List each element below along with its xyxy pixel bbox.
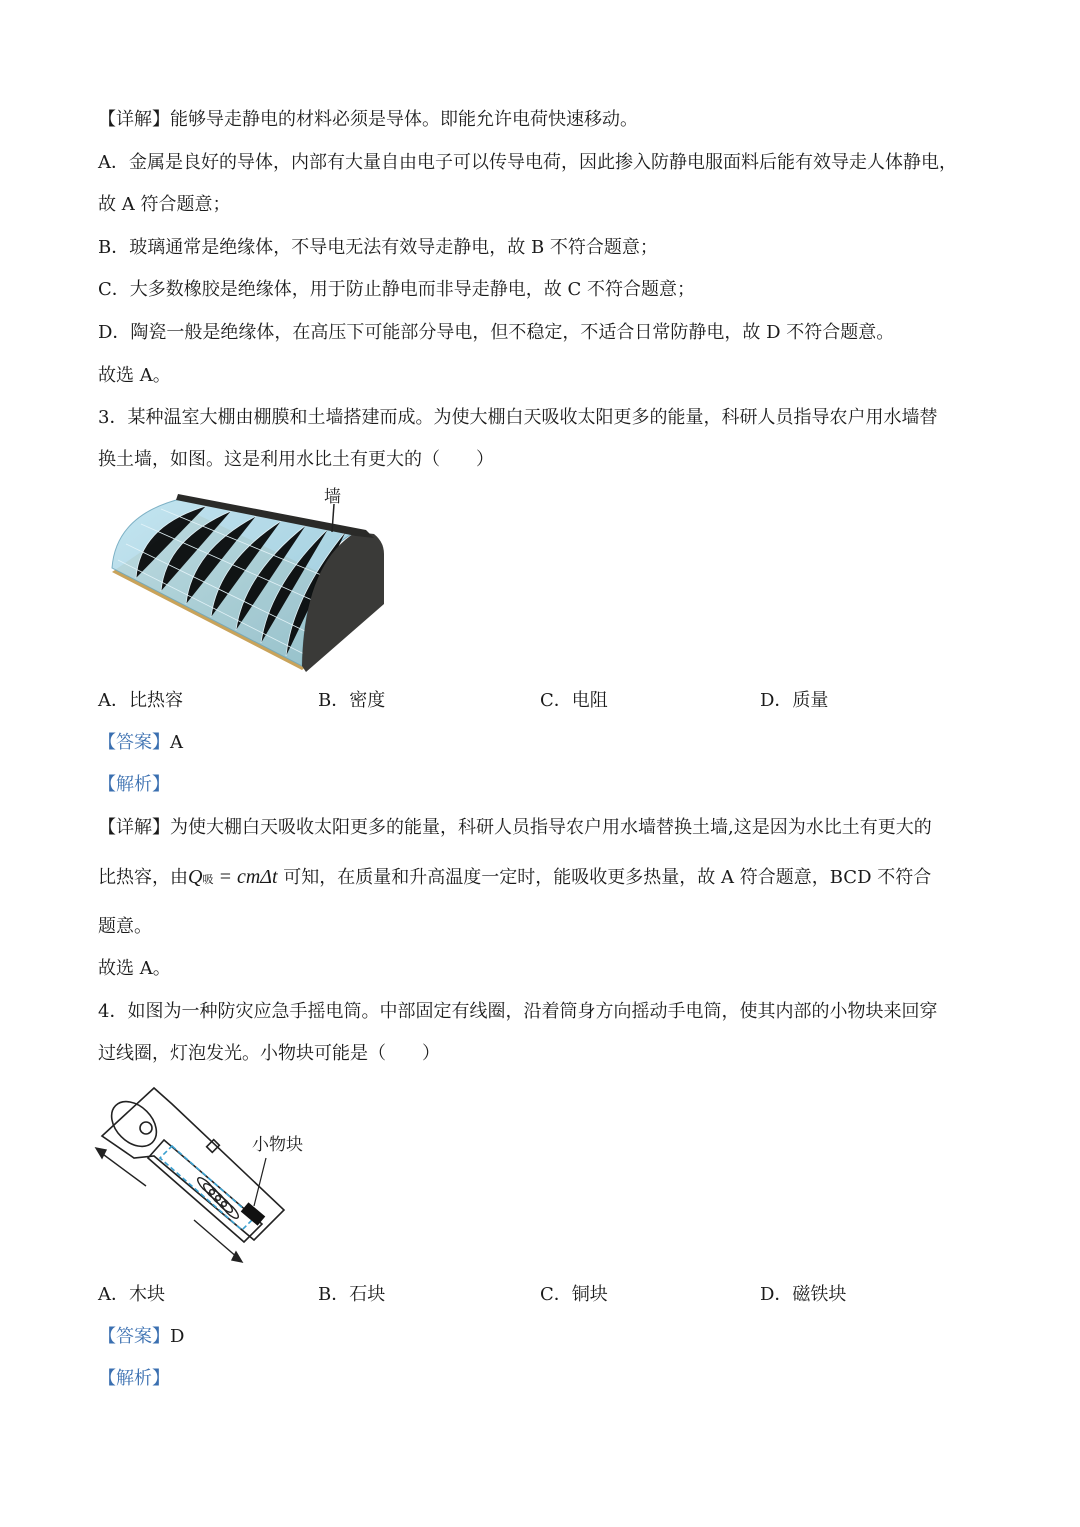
q2-option-d: D．陶瓷一般是绝缘体，在高压下可能部分导电，但不稳定，不适合日常防静电，故 D 不符合题意。 — [98, 322, 895, 343]
q2-option-a-line1: A．金属是良好的导体，内部有大量自由电子可以传导电荷，因此掺入防静电服面料后能有效导走人体静电， — [98, 152, 957, 173]
flashlight-illustration — [94, 1084, 314, 1268]
q4-answer-line — [98, 1325, 184, 1349]
wall-label: 墙 — [324, 487, 341, 507]
bulb-lens — [103, 1093, 165, 1155]
coil — [195, 1175, 240, 1220]
answer-tag: 【答案】 — [98, 732, 170, 753]
detail-text: 比热容，由 — [98, 867, 188, 888]
q2-option-a-line2: 故 A 符合题意； — [98, 194, 231, 215]
answer-value: D — [170, 1326, 185, 1347]
q2-detail-line — [98, 108, 638, 132]
formula-rest: = cmΔt — [213, 866, 278, 888]
block-label-leader — [254, 1158, 266, 1206]
answer-tag: 【答案】 — [98, 1326, 170, 1347]
detail-text: 可知，在质量和升高温度一定时，能吸收更多热量，故 A 符合题意，BCD 不符合 — [277, 867, 932, 888]
q2-option-b: B．玻璃通常是绝缘体，不导电无法有效导走静电，故 B 不符合题意； — [98, 237, 658, 258]
q2-option-c: C．大多数橡胶是绝缘体，用于防止静电而非导走静电，故 C 不符合题意； — [98, 279, 695, 300]
q4-option-b: B．石块 — [318, 1284, 386, 1305]
q3-detail-line1 — [98, 816, 932, 840]
answer-value: A — [170, 732, 183, 753]
q3-option-a: A．比热容 — [98, 690, 183, 711]
formula-q: Q — [188, 866, 203, 888]
formula-subscript: 吸 — [202, 873, 214, 886]
q4-option-a: A．木块 — [98, 1284, 165, 1305]
flashlight-figure — [94, 1084, 314, 1268]
small-block — [241, 1202, 266, 1225]
q4-analysis-tag: 【解析】 — [98, 1368, 170, 1389]
q3-stem-line1: 3．某种温室大棚由棚膜和土墙搭建而成。为使大棚白天吸收太阳更多的能量，科研人员指导农户用水墙替 — [98, 407, 938, 428]
detail-tag: 【详解】 — [98, 817, 170, 838]
q4-option-d: D．磁铁块 — [760, 1284, 847, 1305]
block-track — [160, 1146, 254, 1230]
q3-answer-line — [98, 731, 183, 755]
q3-detail-line3: 题意。 — [98, 916, 152, 937]
block-label: 小物块 — [252, 1135, 303, 1155]
greenhouse-illustration — [106, 484, 390, 674]
q3-analysis-tag: 【解析】 — [98, 774, 170, 795]
detail-tag: 【详解】 — [98, 109, 170, 130]
q3-stem-line2: 换土墙，如图。这是利用水比土有更大的（ ） — [98, 449, 494, 470]
q3-option-c: C．电阻 — [540, 690, 608, 711]
q3-detail-line2 — [98, 865, 931, 892]
detail-text: 能够导走静电的材料必须是导体。即能允许电荷快速移动。 — [170, 109, 638, 130]
bulb — [140, 1122, 152, 1134]
q4-option-c: C．铜块 — [540, 1284, 608, 1305]
greenhouse-figure — [106, 484, 390, 674]
detail-text: 为使大棚白天吸收太阳更多的能量，科研人员指导农户用水墙替换土墙,这是因为水比土有更大的 — [170, 817, 932, 838]
q3-option-d: D．质量 — [760, 690, 829, 711]
q4-stem-line2: 过线圈，灯泡发光。小物块可能是（ ） — [98, 1043, 440, 1064]
q4-stem-line1: 4．如图为一种防灾应急手摇电筒。中部固定有线圈，沿着筒身方向摇动手电筒，使其内部的小物块来回穿 — [98, 1001, 938, 1022]
q3-option-b: B．密度 — [318, 690, 386, 711]
q3-conclusion: 故选 A。 — [98, 958, 171, 979]
q2-conclusion: 故选 A。 — [98, 365, 171, 386]
